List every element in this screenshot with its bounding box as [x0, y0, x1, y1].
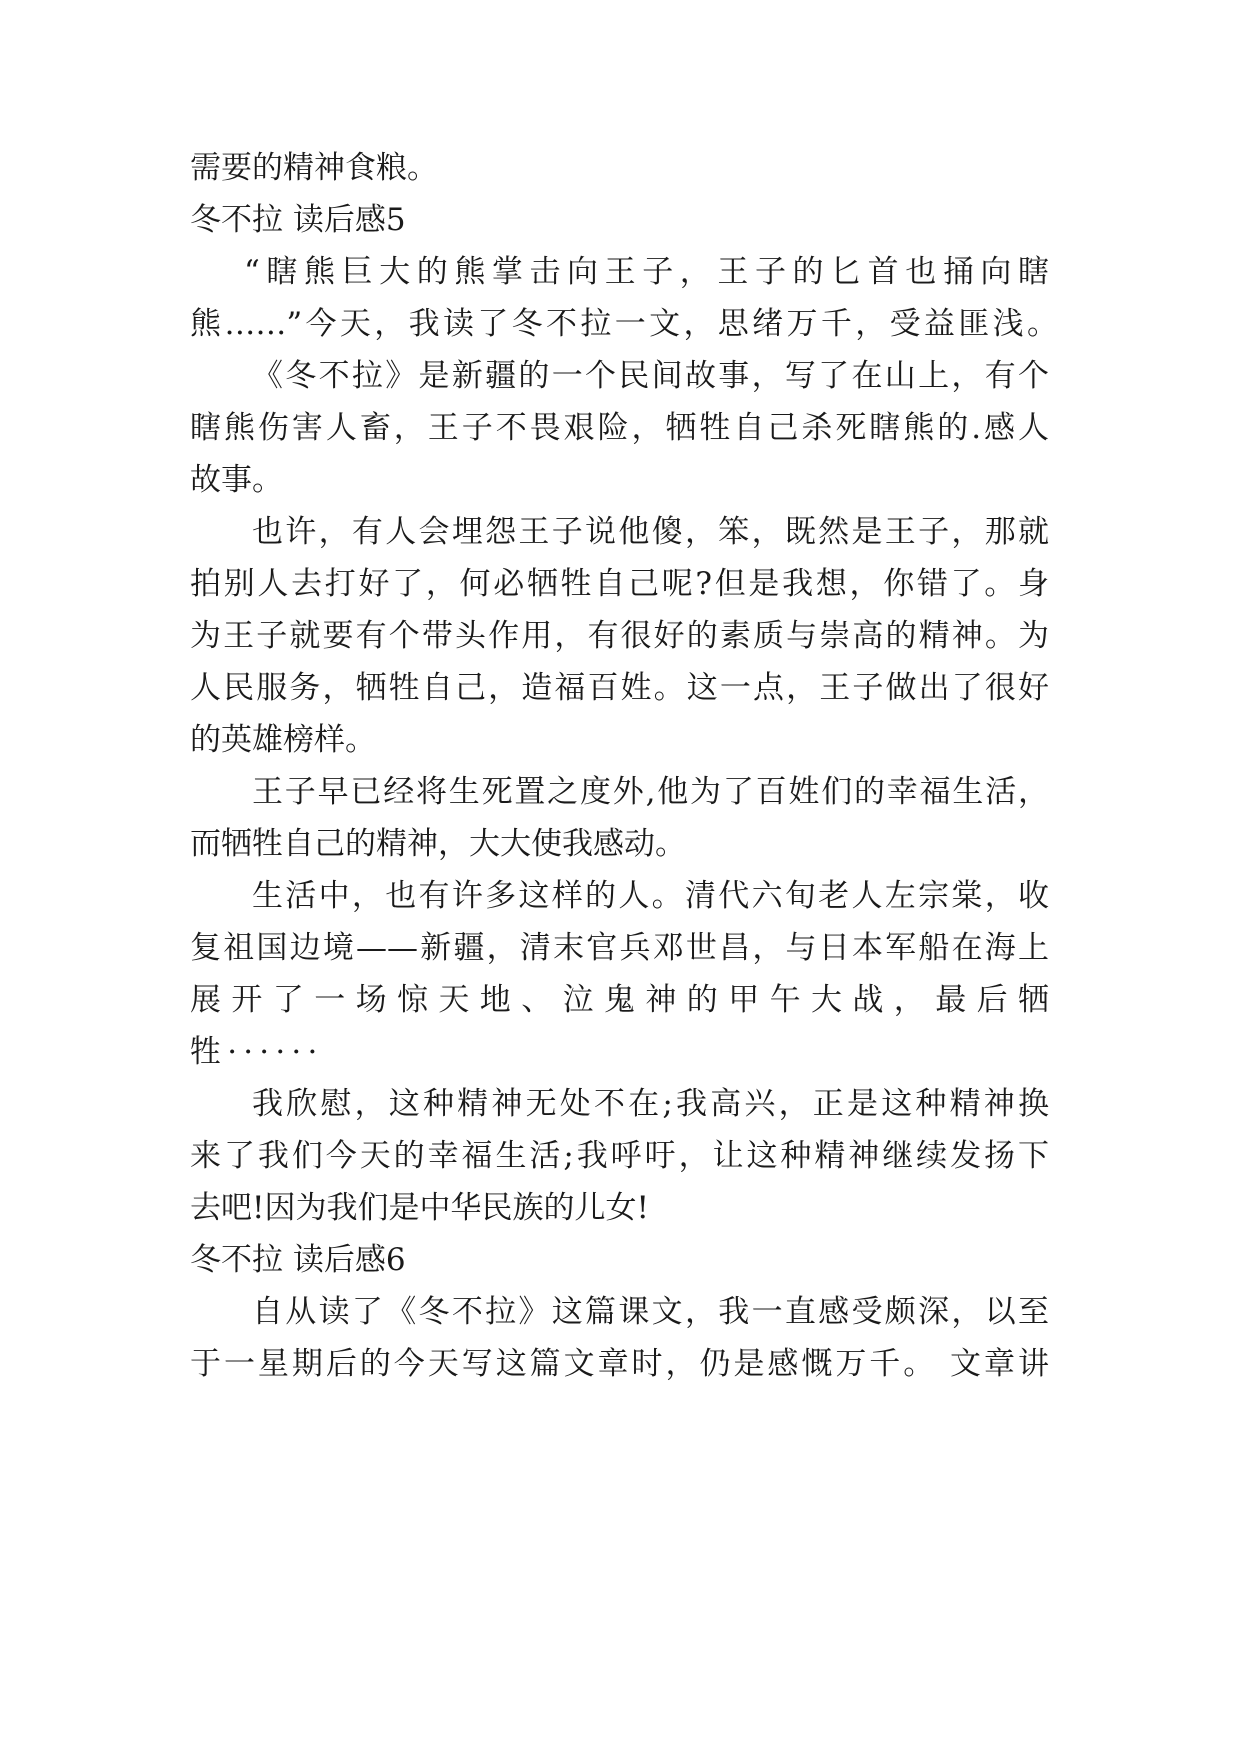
text-line: 展开了一场惊天地、泣鬼神的甲午大战，最后牺: [190, 982, 1049, 1018]
text-line: 复祖国边境——新疆，清末官兵邓世昌，与日本军船在海上: [190, 930, 1049, 966]
text-line: 拍别人去打好了，何必牺牲自己呢?但是我想，你错了。身: [190, 566, 1049, 602]
section-heading: 冬不拉 读后感6: [190, 1242, 406, 1278]
text-line: 的英雄榜样。: [190, 722, 376, 758]
text-line: 瞎熊伤害人畜，王子不畏艰险，牺牲自己杀死瞎熊的.感人: [190, 410, 1049, 446]
text-line: 《冬不拉》是新疆的一个民间故事，写了在山上，有个: [252, 358, 1049, 394]
text-line: 牲······: [190, 1034, 324, 1070]
text-line: 为王子就要有个带头作用，有很好的素质与崇高的精神。为: [190, 618, 1049, 654]
text-line: 去吧!因为我们是中华民族的儿女!: [190, 1190, 649, 1226]
text-line: 也许，有人会埋怨王子说他傻，笨，既然是王子，那就: [252, 514, 1049, 550]
text-line: 故事。: [190, 462, 283, 498]
text-line: 熊……”今天，我读了冬不拉一文，思绪万千，受益匪浅。: [190, 306, 1058, 342]
text-line: 人民服务，牺牲自己，造福百姓。这一点，王子做出了很好: [190, 670, 1049, 706]
text-line: 于一星期后的今天写这篇文章时，仍是感慨万千。 文章讲: [190, 1346, 1049, 1382]
text-line: 王子早已经将生死置之度外,他为了百姓们的幸福生活，: [252, 774, 1049, 810]
text-line: “瞎熊巨大的熊掌击向王子，王子的匕首也捅向瞎: [244, 254, 1049, 290]
text-line: 来了我们今天的幸福生活;我呼吁，让这种精神继续发扬下: [190, 1138, 1049, 1174]
text-line: 而牺牲自己的精神，大大使我感动。: [190, 826, 686, 862]
text-line: 需要的精神食粮。: [190, 150, 438, 186]
text-line: 自从读了《冬不拉》这篇课文，我一直感受颇深，以至: [252, 1294, 1049, 1330]
text-line: 生活中，也有许多这样的人。清代六旬老人左宗棠，收: [252, 878, 1049, 914]
text-line: 我欣慰，这种精神无处不在;我高兴，正是这种精神换: [252, 1086, 1049, 1122]
section-heading: 冬不拉 读后感5: [190, 202, 406, 238]
